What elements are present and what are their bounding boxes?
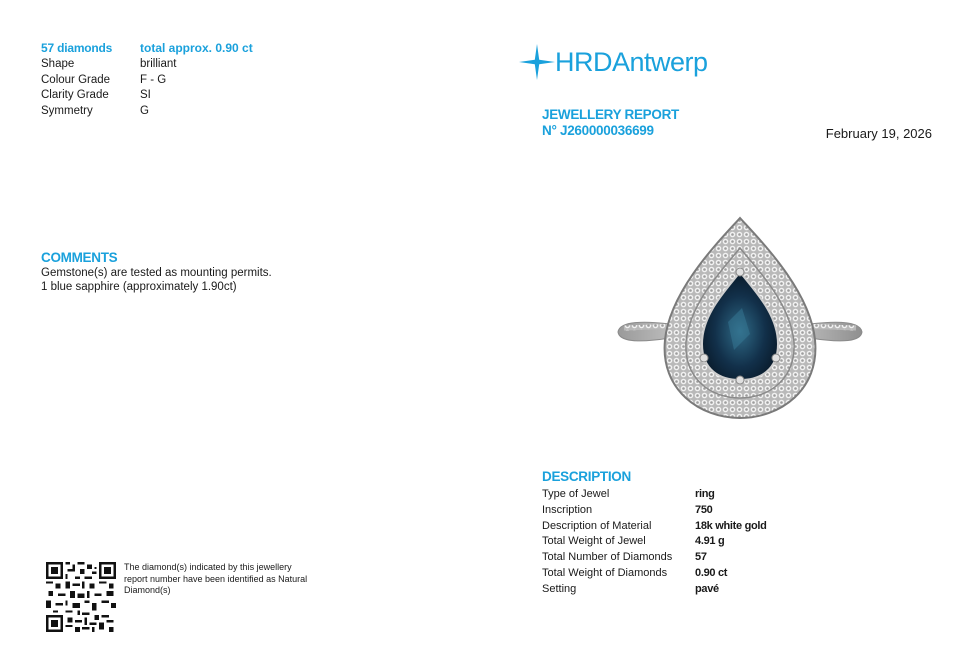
description-value: pavé xyxy=(695,582,719,595)
report-date: February 19, 2026 xyxy=(825,126,932,141)
diamond-row-value: F - G xyxy=(140,73,167,86)
comments-title: COMMENTS xyxy=(41,250,118,265)
description-key: Total Number of Diamonds xyxy=(542,551,673,564)
description-value: 4.91 g xyxy=(695,535,725,548)
qr-note: The diamond(s) indicated by this jewellery report number have been identified as Natural Diamond(s) xyxy=(124,562,308,595)
diamond-row-value: G xyxy=(140,104,149,117)
logo-part-antwerp: Antwerp xyxy=(612,46,708,77)
sparkle-icon xyxy=(517,42,557,82)
description-value: 57 xyxy=(695,551,707,564)
ring-image xyxy=(610,210,870,430)
description-value: 750 xyxy=(695,503,713,516)
description-key: Type of Jewel xyxy=(542,488,610,500)
description-value: 0.90 ct xyxy=(695,566,728,579)
qr-code-icon[interactable] xyxy=(46,562,116,632)
diamond-row-value: SI xyxy=(140,89,151,101)
qr-block xyxy=(46,562,314,632)
report-title: JEWELLERY REPORT xyxy=(542,107,679,122)
description-key: Description of Material xyxy=(542,519,652,532)
report-header xyxy=(542,107,679,138)
description-row xyxy=(542,566,842,582)
diamond-row xyxy=(41,57,341,73)
description-section xyxy=(542,469,842,598)
hrd-antwerp-logo xyxy=(517,42,708,82)
diamond-row xyxy=(41,73,341,89)
diamonds-header xyxy=(41,41,341,57)
description-row xyxy=(542,550,842,566)
comments-line: Gemstone(s) are tested as mounting permits. xyxy=(41,267,272,279)
diamond-row-key: Clarity Grade xyxy=(41,89,109,101)
description-title: DESCRIPTION xyxy=(542,469,631,484)
diamond-row-key: Shape xyxy=(41,58,75,70)
description-value: ring xyxy=(695,488,715,500)
description-key: Inscription xyxy=(542,503,593,516)
diamond-row xyxy=(41,88,341,104)
comments-section xyxy=(41,250,361,294)
diamond-total-weight: total approx. 0.90 ct xyxy=(140,41,253,55)
description-key: Total Weight of Jewel xyxy=(542,535,646,548)
diamond-row-key: Symmetry xyxy=(41,104,93,117)
description-value: 18k white gold xyxy=(695,519,767,532)
logo-wordmark xyxy=(555,47,708,78)
diamonds-summary xyxy=(41,41,341,119)
description-row xyxy=(542,519,842,535)
logo-part-hrd: HRD xyxy=(555,46,612,77)
description-row xyxy=(542,487,842,503)
comments-line: 1 blue sapphire (approximately 1.90ct) xyxy=(41,281,237,293)
description-key: Total Weight of Diamonds xyxy=(542,566,668,579)
description-row xyxy=(542,582,842,598)
diamond-row-key: Colour Grade xyxy=(41,73,111,86)
report-number: N° J260000036699 xyxy=(542,123,654,138)
diamond-count: 57 diamonds xyxy=(41,41,113,55)
description-row xyxy=(542,503,842,519)
diamond-row xyxy=(41,104,341,120)
description-row xyxy=(542,534,842,550)
diamond-row-value: brilliant xyxy=(140,58,177,70)
description-key: Setting xyxy=(542,582,577,595)
